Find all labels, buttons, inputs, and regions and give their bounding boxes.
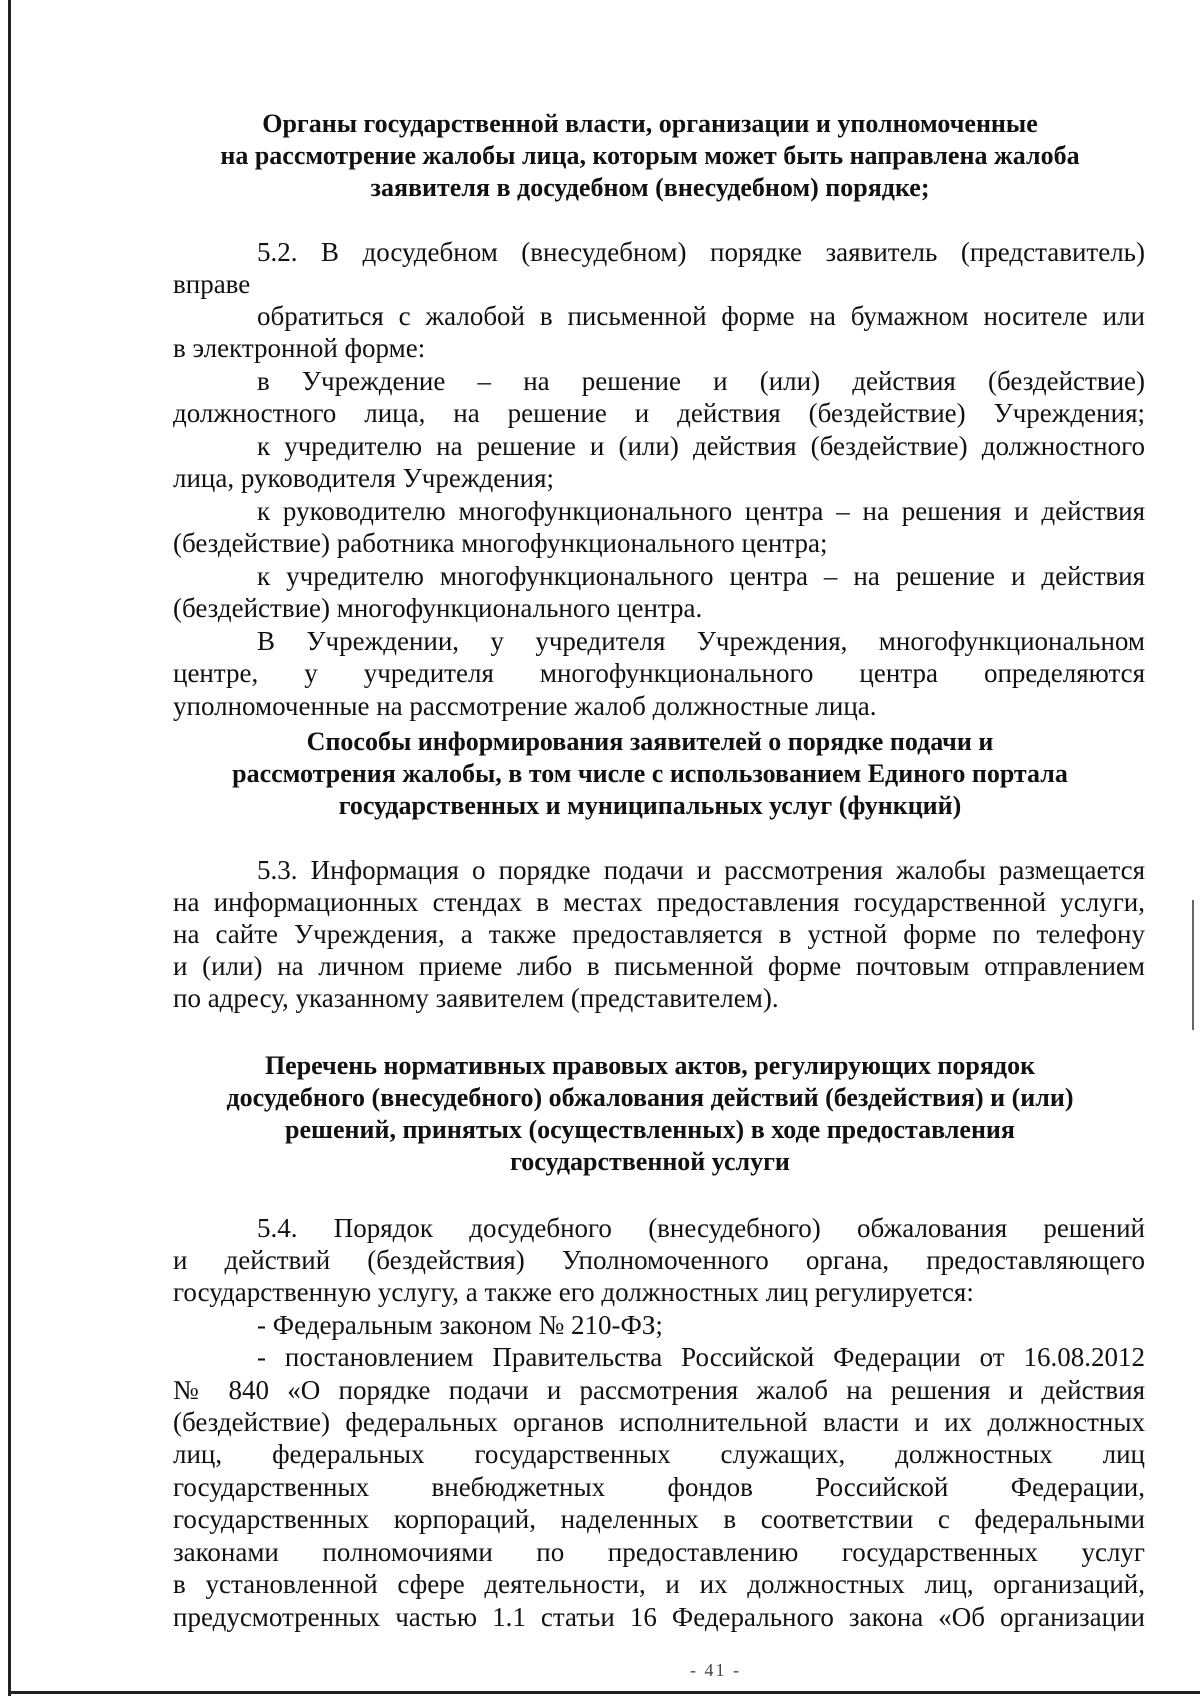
paragraph-line: предусмотренных частью 1.1 статьи 16 Федерального закона «Об организации (173, 1602, 1145, 1632)
scan-border-right-fragment (1192, 900, 1194, 1030)
section-heading: Органы государственной власти, организации и уполномоченные (262, 109, 1038, 138)
paragraph-line: 5.2. В досудебном (внесудебном) порядке заявитель (представитель) (257, 237, 1145, 267)
paragraph-line: (бездействие) федеральных органов исполнительной власти и их должностных (173, 1407, 1145, 1437)
paragraph-line: в Учреждение – на решение и (или) действия (бездействие) (257, 366, 1145, 396)
paragraph-line: законами полномочиями по предоставлению государственных услуг (173, 1537, 1145, 1567)
paragraph-line: государственных внебюджетных фондов Российской Федерации, (173, 1472, 1145, 1502)
paragraph-line: государственную услугу, а также его должностных лиц регулируется: (173, 1277, 974, 1307)
section-heading: государственной услуги (510, 1147, 790, 1176)
section-heading: Способы информирования заявителей о порядке подачи и (306, 727, 994, 756)
section-heading: досудебного (внесудебного) обжалования действий (бездействия) и (или) (226, 1083, 1074, 1112)
page-number: - 41 - (690, 1660, 741, 1680)
paragraph-line: в установленной сфере деятельности, и их должностных лиц, организаций, (173, 1569, 1145, 1599)
paragraph-line: на информационных стендах в местах предоставления государственной услуги, (173, 887, 1145, 917)
section-heading: заявителя в досудебном (внесудебном) порядке; (370, 173, 930, 202)
paragraph-line: и действий (бездействия) Уполномоченного органа, предоставляющего (173, 1245, 1145, 1275)
paragraph-line: к учредителю на решение и (или) действия (бездействие) должностного (257, 431, 1145, 461)
scan-border-bottom (8, 1691, 1200, 1694)
paragraph-line: лиц, федеральных государственных служащих, должностных лиц (173, 1439, 1145, 1469)
paragraph-line: на сайте Учреждения, а также предоставляется в устной форме по телефону (173, 919, 1145, 949)
section-heading: на рассмотрение жалобы лица, которым может быть направлена жалоба (220, 141, 1080, 170)
paragraph-line: (бездействие) многофункционального центра. (173, 593, 703, 623)
paragraph-line: 5.4. Порядок досудебного (внесудебного) обжалования решений (257, 1213, 1145, 1243)
section-heading: государственных и муниципальных услуг (функций) (338, 791, 962, 820)
paragraph-line: (бездействие) работника многофункционального центра; (173, 528, 828, 558)
paragraph-line: к руководителю многофункционального центра – на решения и действия (257, 496, 1145, 526)
paragraph-line: вправе (173, 269, 251, 299)
section-heading: рассмотрения жалобы, в том числе с использованием Единого портала (232, 759, 1068, 788)
paragraph-line: государственных корпораций, наделенных в соответствии с федеральными (173, 1504, 1145, 1534)
paragraph-line: в электронной форме: (173, 333, 426, 363)
paragraph-line: лица, руководителя Учреждения; (173, 463, 555, 493)
paragraph-line: уполномоченные на рассмотрение жалоб должностные лица. (173, 691, 877, 721)
section-heading: Перечень нормативных правовых актов, регулирующих порядок (264, 1051, 1036, 1080)
section-heading: решений, принятых (осуществленных) в ходе предоставления (285, 1115, 1015, 1144)
paragraph-line: должностного лица, на решение и действия (бездействие) Учреждения; (173, 398, 1145, 428)
paragraph-line: центре, у учредителя многофункционального центра определяются (173, 658, 1145, 688)
paragraph-line: обратиться с жалобой в письменной форме на бумажном носителе или (257, 301, 1145, 331)
paragraph-line: - постановлением Правительства Российской Федерации от 16.08.2012 (257, 1342, 1145, 1372)
paragraph-line: к учредителю многофункционального центра – на решение и действия (257, 561, 1145, 591)
paragraph-line: 5.3. Информация о порядке подачи и рассмотрения жалобы размещается (257, 855, 1145, 885)
paragraph-line: № 840 «О порядке подачи и рассмотрения жалоб на решения и действия (173, 1375, 1145, 1405)
paragraph-line: - Федеральным законом № 210-ФЗ; (257, 1310, 663, 1340)
scan-border-left (8, 0, 11, 1696)
paragraph-line: и (или) на личном приеме либо в письменной форме почтовым отправлением (173, 951, 1145, 981)
paragraph-line: по адресу, указанному заявителем (представителем). (173, 983, 779, 1013)
paragraph-line: В Учреждении, у учредителя Учреждения, многофункциональном (257, 626, 1145, 656)
